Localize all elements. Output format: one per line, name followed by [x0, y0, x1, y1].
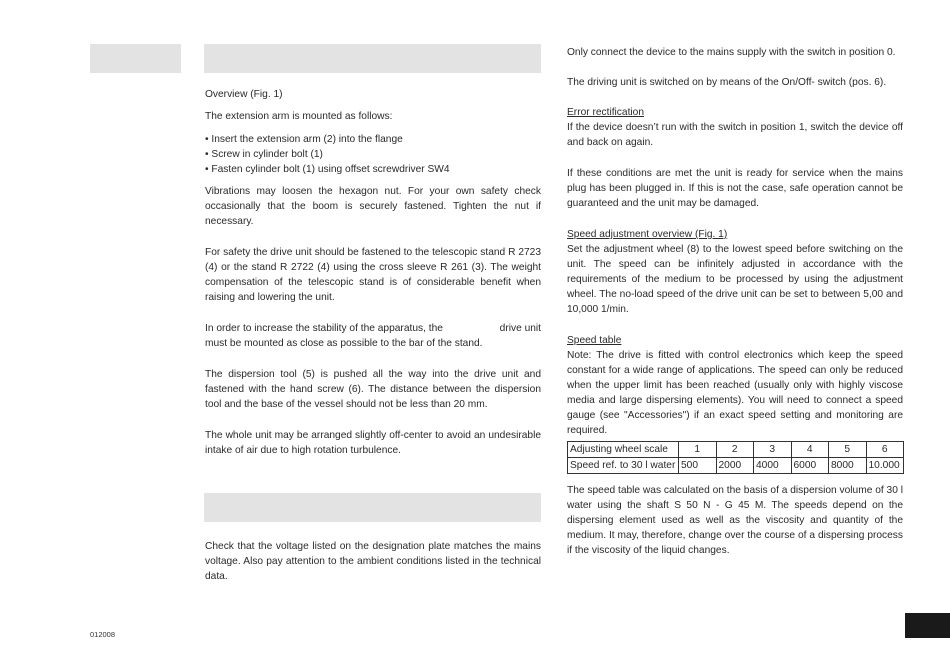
page-number-tab — [905, 613, 950, 638]
voltage-text: Check that the voltage listed on the designation plate matches the mains voltage. Also pay attention to the ambient conditions listed in the technical data. — [205, 541, 541, 582]
section-heading-bar-assembly — [204, 44, 541, 73]
table-cell: 4 — [791, 442, 829, 458]
voltage-section — [205, 539, 541, 584]
table-row-label: Speed ref. to 30 l water — [568, 458, 679, 474]
paragraph-safety-stand: For safety the drive unit should be fastened to the telescopic stand R 2723 (4) or the stand R 2722 (4) using the cross sleeve R 261 (3). The weight compensation of the telescopic stand is of considerable benefit when raising and lowering the unit. — [205, 247, 541, 303]
right-column — [567, 45, 903, 558]
error-heading: Error rectification — [567, 107, 644, 118]
table-cell: 2 — [716, 442, 754, 458]
table-row — [568, 442, 904, 458]
table-cell: 6000 — [791, 458, 829, 474]
speed-table — [567, 441, 904, 474]
speed-overview-heading: Speed adjustment overview (Fig. 1) — [567, 229, 728, 240]
table-cell: 10.000 — [866, 458, 904, 474]
mount-step: • Fasten cylinder bolt (1) using offset screwdriver SW4 — [205, 164, 450, 175]
table-cell: 5 — [829, 442, 867, 458]
paragraph-off-center: The whole unit may be arranged slightly off-center to avoid an undesirable intake of air due to high rotation turbulence. — [205, 430, 541, 456]
ready-text: If these conditions are met the unit is ready for service when the mains plug has been plugged in. If this is not the case, safe operation cannot be guaranteed and the unit may be damaged. — [567, 168, 903, 209]
footer-code: 012008 — [90, 630, 116, 639]
mount-steps-list — [205, 132, 541, 177]
table-row-label: Adjusting wheel scale — [568, 442, 679, 458]
table-cell: 6 — [866, 442, 904, 458]
error-text: If the device doesn’t run with the switch in position 1, switch the device off and back on again. — [567, 122, 903, 148]
paragraph-dispersion-tool: The dispersion tool (5) is pushed all the way into the drive unit and fastened with the hand screw (6). The distance between the dispersion tool and the base of the vessel should not be less than 20 mm. — [205, 369, 541, 410]
driving-note: The driving unit is switched on by means of the On/Off- switch (pos. 6). — [567, 77, 887, 88]
paragraph-vibrations: Vibrations may loosen the hexagon nut. For your own safety check occasionally that the boom is securely fastened. Tighten the nut if necessary. — [205, 186, 541, 227]
left-column — [205, 87, 544, 458]
section-tab-marker — [90, 44, 181, 73]
mount-step: • Screw in cylinder bolt (1) — [205, 149, 323, 160]
table-cell: 2000 — [716, 458, 754, 474]
table-cell: 1 — [679, 442, 717, 458]
speed-table-note: Note: The drive is fitted with control electronics which keep the speed constant for a wide range of applications. The speed can only be reduced when the upper limit has been reached (usually only with highly viscose media and large dispersing elements). You will need to connect a speed gauge (see "Accessories") if an exact speed setting and monitoring are required. — [567, 350, 903, 436]
speed-table-heading: Speed table — [567, 335, 622, 346]
mount-step: • Insert the extension arm (2) into the flange — [205, 134, 403, 145]
mount-intro: The extension arm is mounted as follows: — [205, 111, 393, 122]
paragraph-stability: In order to increase the stability of the apparatus, the drive unit must be mounted as close as possible to the bar of the stand. — [205, 323, 544, 349]
switch-note: Only connect the device to the mains supply with the switch in position 0. — [567, 47, 896, 58]
speed-overview-text: Set the adjustment wheel (8) to the lowest speed before switching on the unit. The speed can be infinitely adjusted in accordance with the requirements of the medium to be processed by using the adjustment wheel. The no-load speed of the drive unit can be set to between 5,00 and 10,000 1/min. — [567, 244, 903, 315]
table-cell: 4000 — [754, 458, 792, 474]
overview-heading: Overview (Fig. 1) — [205, 89, 283, 100]
section-heading-bar-commissioning — [204, 493, 541, 522]
table-cell: 8000 — [829, 458, 867, 474]
table-footnote: The speed table was calculated on the basis of a dispersion volume of 30 l water using the shaft S 50 N - G 45 M. The speeds depend on the dispersing element used as well as the viscosity and quantity of the medium. It may, therefore, change over the course of a dispersing process if the viscosity of the liquid changes. — [567, 485, 903, 556]
table-cell: 3 — [754, 442, 792, 458]
table-row — [568, 458, 904, 474]
table-cell: 500 — [679, 458, 717, 474]
